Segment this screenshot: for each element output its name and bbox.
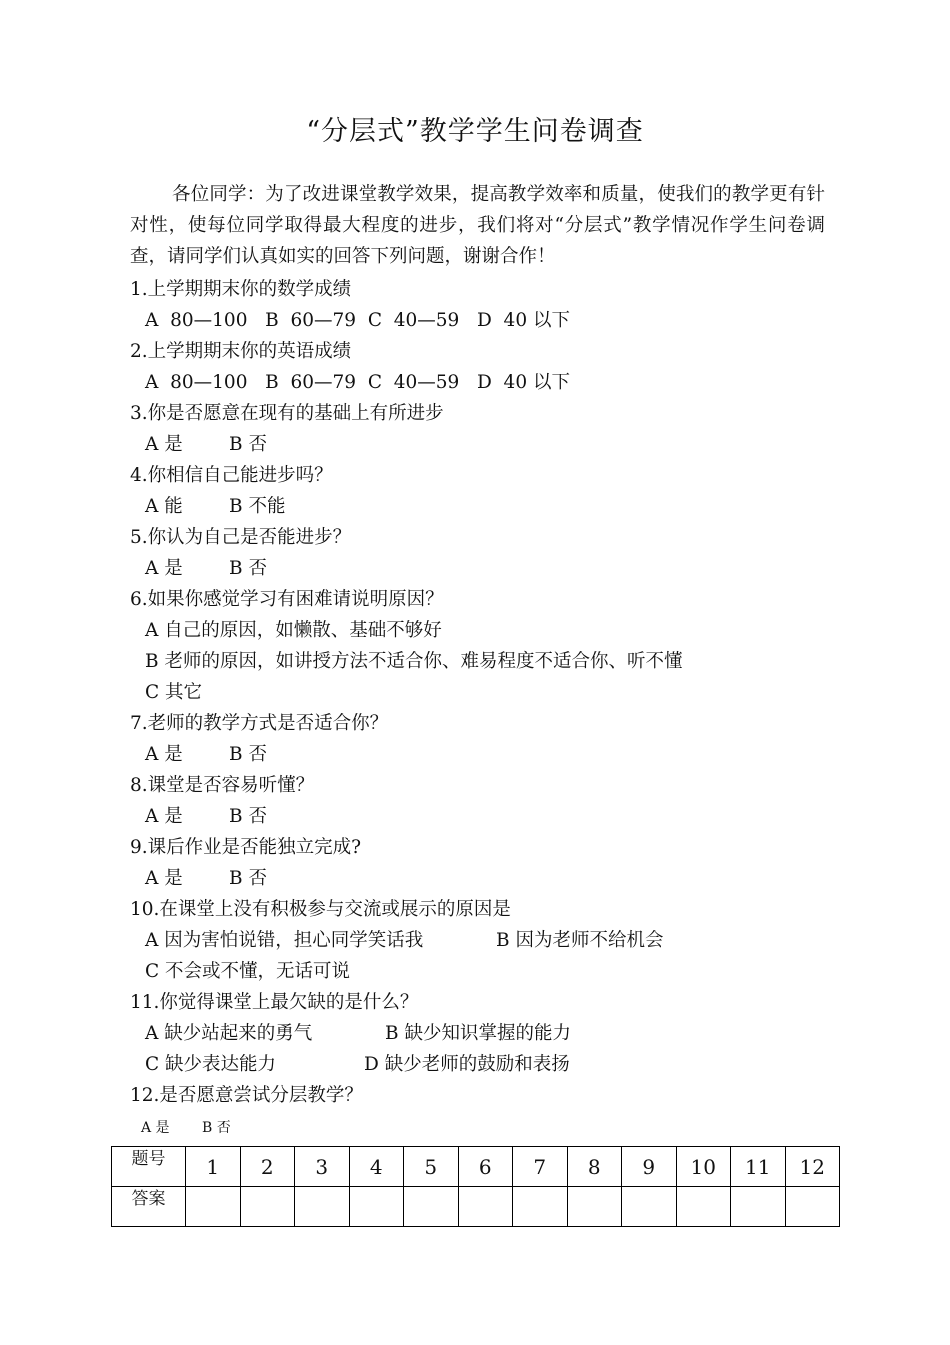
- question-number-row: [112, 1147, 840, 1187]
- question-number-header: 题号: [112, 1147, 186, 1187]
- question-6: 6.如果你感觉学习有困难请说明原因？: [130, 589, 444, 610]
- question-11-option-a: A 缺少站起来的勇气: [145, 1023, 313, 1044]
- answer-cell[interactable]: [404, 1187, 459, 1227]
- answer-cell[interactable]: [295, 1187, 350, 1227]
- question-number-cell: 2: [240, 1147, 295, 1187]
- question-4-option-a: A 能: [145, 496, 183, 517]
- question-11: 11.你觉得课堂上最欠缺的是什么？: [130, 992, 419, 1013]
- question-number-cell: 1: [186, 1147, 241, 1187]
- answer-cell[interactable]: [622, 1187, 677, 1227]
- question-3-option-a: A 是: [145, 434, 183, 455]
- answer-cell[interactable]: [513, 1187, 568, 1227]
- question-number-cell: 4: [349, 1147, 404, 1187]
- question-9: 9.课后作业是否能独立完成?: [130, 837, 362, 858]
- question-number-cell: 9: [622, 1147, 677, 1187]
- question-2-options: A 80—100 B 60—79 C 40—59 D 40 以下: [145, 372, 570, 393]
- question-10-option-a: A 因为害怕说错，担心同学笑话我: [145, 930, 424, 951]
- question-12-option-a: A 是: [141, 1120, 170, 1136]
- question-number-cell: 10: [676, 1147, 731, 1187]
- answer-cell[interactable]: [785, 1187, 840, 1227]
- question-6-option-a: A 自己的原因，如懒散、基础不够好: [145, 620, 442, 641]
- question-11-option-d: D 缺少老师的鼓励和表扬: [364, 1054, 570, 1075]
- question-11-option-b: B 缺少知识掌握的能力: [385, 1023, 571, 1044]
- page-title: “分层式”教学学生问卷调查: [306, 116, 644, 147]
- answer-cell[interactable]: [186, 1187, 241, 1227]
- question-10-option-c: C 不会或不懂，无话可说: [145, 961, 351, 982]
- question-number-cell: 8: [567, 1147, 622, 1187]
- question-9-option-a: A 是: [145, 868, 183, 889]
- question-3: 3.你是否愿意在现有的基础上有所进步: [130, 403, 444, 424]
- answer-cell[interactable]: [676, 1187, 731, 1227]
- question-4-option-b: B 不能: [229, 496, 286, 517]
- question-4: 4.你相信自己能进步吗？: [130, 465, 333, 486]
- question-number-cell: 11: [731, 1147, 786, 1187]
- question-8-option-b: B 否: [229, 806, 267, 827]
- question-11-option-c: C 缺少表达能力: [145, 1054, 277, 1075]
- question-number-cell: 6: [458, 1147, 513, 1187]
- question-3-option-b: B 否: [229, 434, 267, 455]
- question-10: 10.在课堂上没有积极参与交流或展示的原因是: [130, 899, 511, 920]
- question-5-option-b: B 否: [229, 558, 267, 579]
- question-number-cell: 5: [404, 1147, 459, 1187]
- answer-cell[interactable]: [731, 1187, 786, 1227]
- question-2: 2.上学期期末你的英语成绩: [130, 341, 352, 362]
- question-7-option-a: A 是: [145, 744, 183, 765]
- question-6-option-c: C 其它: [145, 682, 203, 703]
- question-12-option-b: B 否: [202, 1120, 231, 1136]
- question-8-option-a: A 是: [145, 806, 183, 827]
- answer-header: 答案: [112, 1187, 186, 1227]
- intro-paragraph: 各位同学：为了改进课堂教学效果，提高教学效率和质量，使我们的教学更有针对性，使每位同学取得最大程度的进步，我们将对“分层式”教学情况作学生问卷调查，请同学们认真如实的回答下列问题，谢谢合作！: [130, 184, 825, 267]
- question-number-cell: 12: [785, 1147, 840, 1187]
- question-1-options: A 80—100 B 60—79 C 40—59 D 40 以下: [145, 310, 570, 331]
- question-5: 5.你认为自己是否能进步？: [130, 527, 352, 548]
- question-5-option-a: A 是: [145, 558, 183, 579]
- question-number-cell: 3: [295, 1147, 350, 1187]
- answer-cell[interactable]: [458, 1187, 513, 1227]
- answer-row: [112, 1187, 840, 1227]
- answer-cell[interactable]: [349, 1187, 404, 1227]
- question-1: 1.上学期期末你的数学成绩: [130, 279, 352, 300]
- question-7: 7.老师的教学方式是否适合你？: [130, 713, 389, 734]
- question-6-option-b: B 老师的原因，如讲授方法不适合你、难易程度不适合你、听不懂: [145, 651, 683, 672]
- answer-table: [111, 1146, 840, 1227]
- question-8: 8.课堂是否容易听懂？: [130, 775, 315, 796]
- answer-cell[interactable]: [240, 1187, 295, 1227]
- question-9-option-b: B 否: [229, 868, 267, 889]
- question-10-option-b: B 因为老师不给机会: [496, 930, 664, 951]
- question-7-option-b: B 否: [229, 744, 267, 765]
- answer-cell[interactable]: [567, 1187, 622, 1227]
- question-number-cell: 7: [513, 1147, 568, 1187]
- question-12: 12.是否愿意尝试分层教学？: [130, 1085, 363, 1106]
